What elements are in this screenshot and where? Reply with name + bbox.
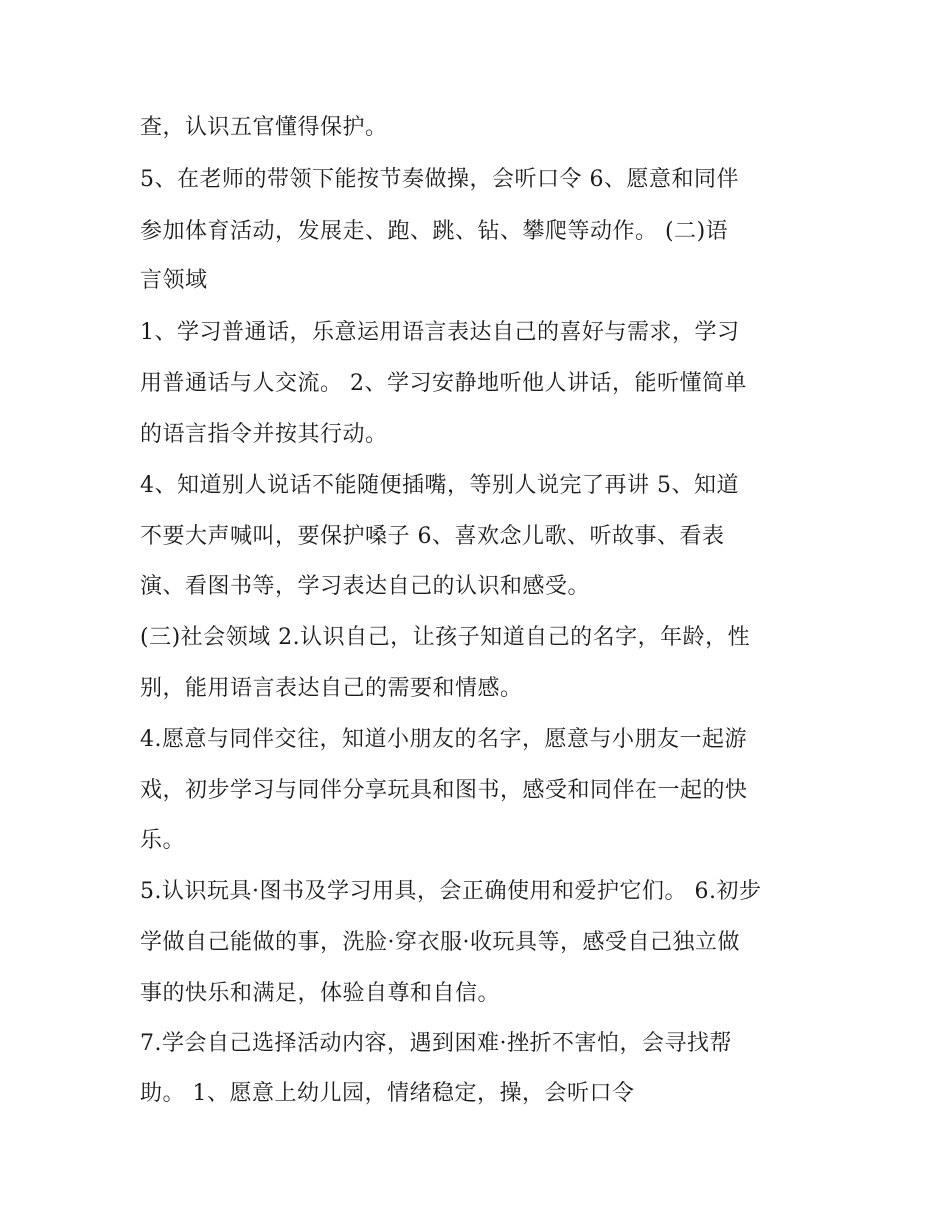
text-line: 事的快乐和满足，体验自尊和自信。	[140, 981, 501, 1006]
text-line: 乐。	[140, 828, 186, 853]
text-line: 用普通话与人交流。 2、学习安静地听他人讲话，能听懂简单	[140, 371, 747, 396]
text-line: 7.学会自己选择活动内容，遇到困难·挫折不害怕，会寻找帮	[140, 1031, 732, 1056]
text-line: 的语言指令并按其行动。	[140, 422, 388, 447]
text-line: 参加体育活动，发展走、跑、跳、钻、攀爬等动作。 (二)语	[140, 219, 729, 244]
text-line: 不要大声喊叫，要保护嗓子 6、喜欢念儿歌、听故事、看表	[140, 524, 725, 549]
text-line: 别，能用语言表达自己的需要和情感。	[140, 676, 523, 701]
text-line: 查，认识五官懂得保护。	[140, 115, 388, 140]
text-line: 5、在老师的带领下能按节奏做操，会听口令 6、愿意和同伴	[140, 167, 739, 192]
text-line: 1、学习普通话，乐意运用语言表达自己的喜好与需求，学习	[140, 320, 740, 345]
text-line: 演、看图书等，学习表达自己的认识和感受。	[140, 574, 591, 599]
text-line: 学做自己能做的事，洗脸·穿衣服·收玩具等，感受自己独立做	[140, 930, 740, 955]
text-line: 4.愿意与同伴交往，知道小朋友的名字，愿意与小朋友一起游	[140, 727, 747, 752]
text-line: 戏，初步学习与同伴分享玩具和图书，感受和同伴在一起的快	[140, 778, 748, 803]
text-line: 助。 1、愿意上幼儿园，情绪稳定，操，会听口令	[140, 1081, 635, 1106]
text-line: 言领域	[140, 268, 208, 293]
text-line: (三)社会领域 2.认识自己，让孩子知道自己的名字，年龄，性	[140, 625, 751, 650]
text-line: 4、知道别人说话不能随便插嘴，等别人说完了再讲 5、知道	[140, 473, 739, 498]
text-line: 5.认识玩具·图书及学习用具，会正确使用和爱护它们。 6.初步	[140, 879, 762, 904]
